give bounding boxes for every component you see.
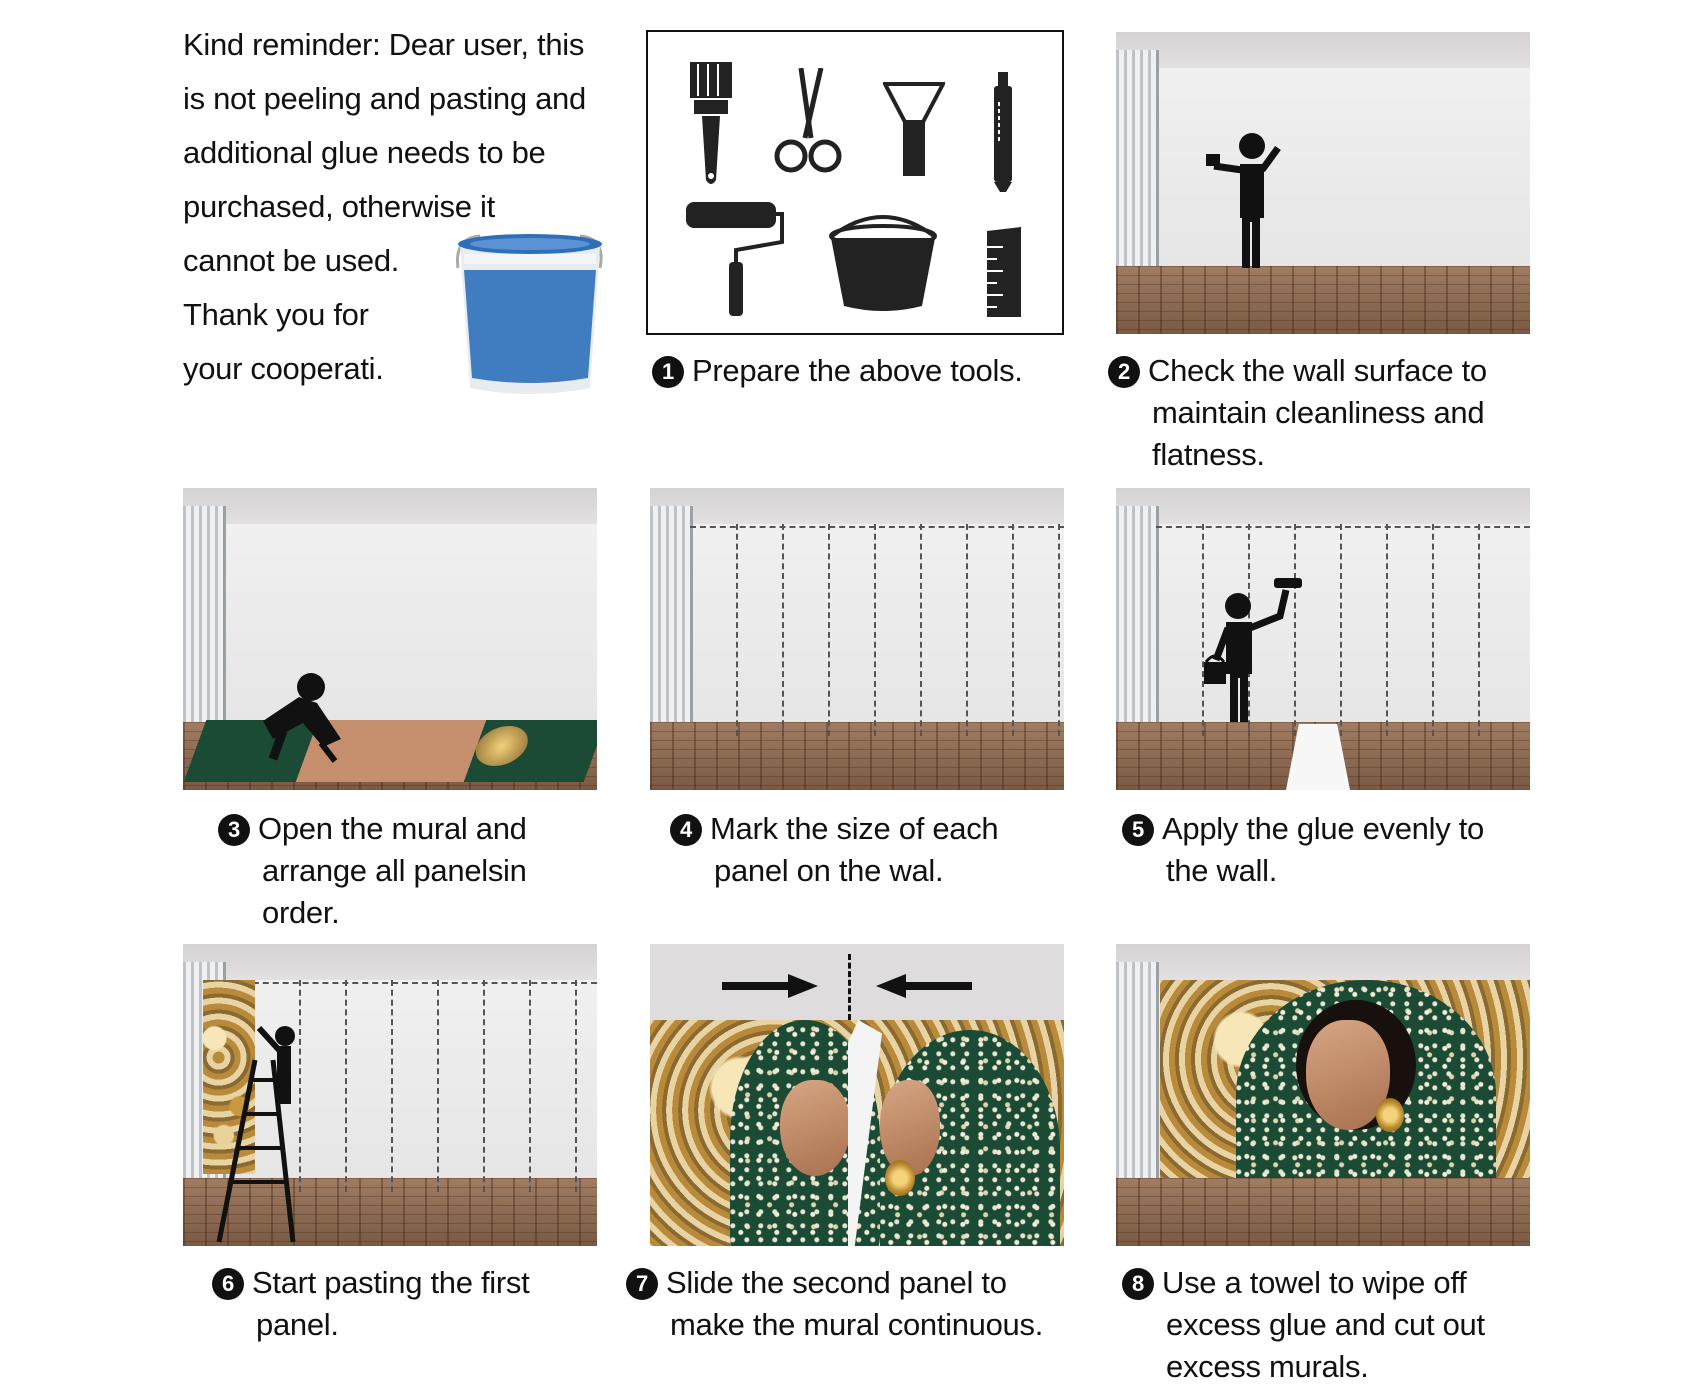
- person-with-roller-icon: [1196, 576, 1306, 726]
- step-1-caption: [652, 350, 1023, 392]
- step-text: excess glue and cut out: [1166, 1307, 1485, 1342]
- reminder-line: is not peeling and pasting and: [183, 81, 586, 116]
- scraper-icon: [883, 82, 945, 178]
- step-7-caption: [626, 1262, 1043, 1346]
- step-text: Open the mural and: [258, 811, 527, 846]
- step-text: panel on the wal.: [714, 853, 944, 888]
- step-text: arrange all panelsin: [262, 853, 527, 888]
- step-text: Apply the glue evenly to: [1162, 811, 1484, 846]
- ruler-icon: [983, 227, 1025, 319]
- step-8-caption: [1122, 1262, 1485, 1388]
- mural-portrait: [1226, 980, 1530, 1178]
- step-text: order.: [262, 895, 340, 930]
- mural-portrait: [730, 1020, 1064, 1246]
- step-number: 1: [652, 356, 684, 388]
- kneeling-person-icon: [263, 673, 393, 763]
- step-text: Check the wall surface to: [1148, 353, 1487, 388]
- utility-knife-icon: [990, 72, 1016, 192]
- reminder-line: Thank you for: [183, 297, 369, 332]
- step-number: 2: [1108, 356, 1140, 388]
- step-2-image: [1116, 32, 1530, 334]
- arrow-left-icon: [876, 974, 972, 998]
- step-text: Use a towel to wipe off: [1162, 1265, 1467, 1300]
- reminder-line: additional glue needs to be: [183, 135, 546, 170]
- step-text: maintain cleanliness and: [1152, 395, 1485, 430]
- arrow-right-icon: [722, 974, 818, 998]
- step-text: panel.: [256, 1307, 339, 1342]
- reminder-line: cannot be used.: [183, 243, 400, 278]
- step-text: Prepare the above tools.: [692, 353, 1023, 388]
- step-text: flatness.: [1152, 437, 1265, 472]
- step-number: 4: [670, 814, 702, 846]
- step-2-caption: [1108, 350, 1487, 476]
- paint-roller-icon: [686, 202, 786, 318]
- step-6-image: [183, 944, 597, 1246]
- person-icon: [1206, 132, 1296, 272]
- step-number: 7: [626, 1268, 658, 1300]
- step-5-caption: [1122, 808, 1484, 892]
- step-5-image: [1116, 488, 1530, 790]
- step-number: 5: [1122, 814, 1154, 846]
- step-number: 8: [1122, 1268, 1154, 1300]
- reminder-line: purchased, otherwise it: [183, 189, 495, 224]
- step-text: make the mural continuous.: [670, 1307, 1044, 1342]
- scissors-icon: [773, 68, 843, 178]
- step-7-image: [650, 944, 1064, 1246]
- step-6-caption: [212, 1262, 529, 1346]
- step-4-caption: [670, 808, 998, 892]
- paint-brush-icon: [686, 60, 736, 190]
- step-4-image: [650, 488, 1064, 790]
- reminder-line: Kind reminder: Dear user, this: [183, 27, 585, 62]
- person-on-ladder-icon: [215, 1024, 305, 1244]
- glue-bucket-icon: [450, 228, 610, 398]
- step-8-image: [1116, 944, 1530, 1246]
- step-text: excess murals.: [1166, 1349, 1369, 1384]
- step-text: Start pasting the first: [252, 1265, 530, 1300]
- step-text: Slide the second panel to: [666, 1265, 1007, 1300]
- step-number: 6: [212, 1268, 244, 1300]
- step-3-caption: [218, 808, 527, 934]
- step-text: the wall.: [1166, 853, 1278, 888]
- step-3-image: [183, 488, 597, 790]
- reminder-line: your cooperati.: [183, 351, 384, 386]
- bucket-icon: [826, 212, 940, 312]
- step-text: Mark the size of each: [710, 811, 999, 846]
- tools-panel: [646, 30, 1064, 335]
- step-number: 3: [218, 814, 250, 846]
